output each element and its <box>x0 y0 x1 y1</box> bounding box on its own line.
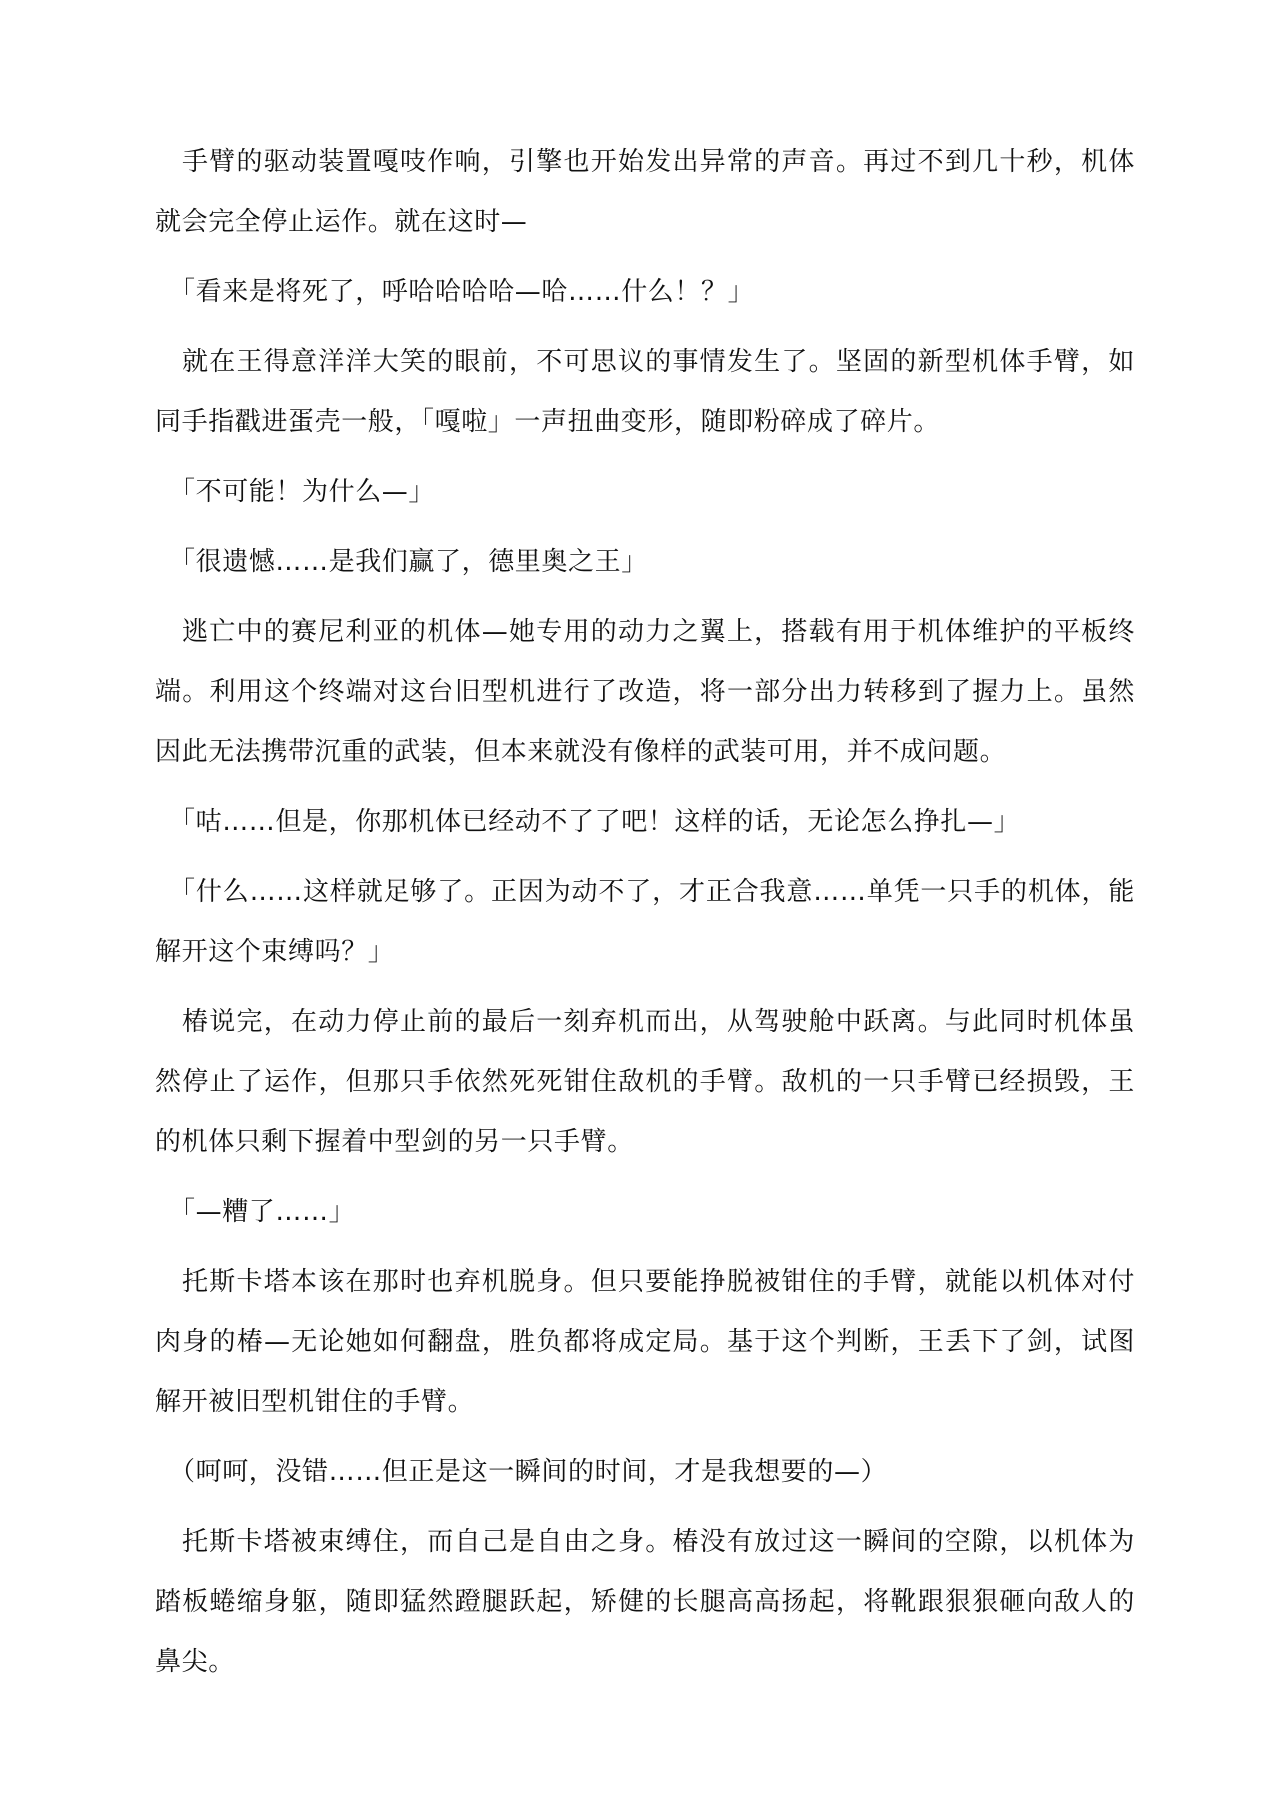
paragraph-narration: 椿说完，在动力停止前的最后一刻弃机而出，从驾驶舱中跃离。与此同时机体虽然停止了运作，但那只手依然死死钳住敌机的手臂。敌机的一只手臂已经损毁，王的机体只剩下握着中型剑的另一只手臂。 <box>155 1007 1135 1157</box>
paragraph-narration: 逃亡中的赛尼利亚的机体—她专用的动力之翼上，搭载有用于机体维护的平板终端。利用这个终端对这台旧型机进行了改造，将一部分出力转移到了握力上。虽然因此无法携带沉重的武装，但本来就没有像样的武装可用，并不成问题。 <box>155 617 1135 767</box>
paragraph-dialogue: 「咕……但是，你那机体已经动不了了吧！这样的话，无论怎么挣扎—」 <box>169 807 1021 837</box>
paragraph-dialogue: 「很遗憾……是我们赢了，德里奥之王」 <box>169 547 648 577</box>
paragraph-narration: 手臂的驱动装置嘎吱作响，引擎也开始发出异常的声音。再过不到几十秒，机体就会完全停止运作。就在这时— <box>155 147 1135 237</box>
paragraph-narration: 就在王得意洋洋大笑的眼前，不可思议的事情发生了。坚固的新型机体手臂，如同手指戳进蛋壳一般，「嘎啦」一声扭曲变形，随即粉碎成了碎片。 <box>155 347 1135 437</box>
paragraph-dialogue: 「看来是将死了，呼哈哈哈哈—哈……什么！？」 <box>169 277 755 307</box>
paragraph-narration: 托斯卡塔本该在那时也弃机脱身。但只要能挣脱被钳住的手臂，就能以机体对付肉身的椿—无论她如何翻盘，胜负都将成定局。基于这个判断，王丢下了剑，试图解开被旧型机钳住的手臂。 <box>155 1267 1135 1417</box>
paragraph-narration: 托斯卡塔被束缚住，而自己是自由之身。椿没有放过这一瞬间的空隙，以机体为踏板蜷缩身躯，随即猛然蹬腿跃起，矫健的长腿高高扬起，将靴跟狠狠砸向敌人的鼻尖。 <box>155 1527 1135 1677</box>
paragraph-dialogue: 「什么……这样就足够了。正因为动不了，才正合我意……单凭一只手的机体，能解开这个束缚吗？」 <box>155 877 1135 967</box>
paragraph-dialogue: 「不可能！为什么—」 <box>169 477 436 507</box>
document-page <box>155 132 1135 1702</box>
paragraph-dialogue: 「—糟了……」 <box>169 1197 356 1227</box>
paragraph-inner-monologue: （呵呵，没错……但正是这一瞬间的时间，才是我想要的—） <box>169 1457 888 1487</box>
